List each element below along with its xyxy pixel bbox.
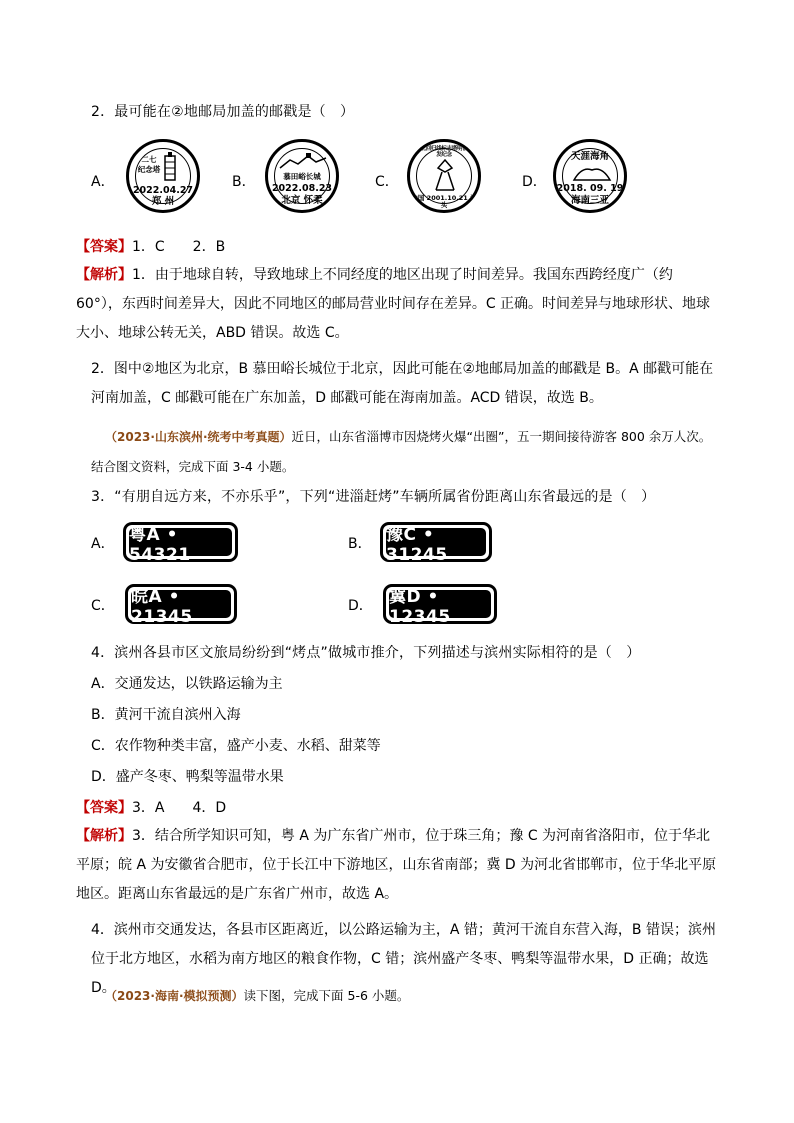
q2-option-c-label: C． <box>375 174 399 190</box>
plate-b <box>380 522 492 565</box>
q2-option-d-label: D． <box>522 174 547 190</box>
stamp-a-place: 郑 州 <box>151 196 175 207</box>
stamp-b-place: 北京 怀柔 <box>281 195 323 206</box>
answer-tag: 【答案】 <box>76 239 132 255</box>
q3-stem: 3．“有朋自远方来，不亦乐乎”，下列“进淄赶烤”车辆所属省份距离山东省最远的是（ ） <box>91 489 656 505</box>
source-tag: （2023·山东滨州·统考中考真题） <box>105 430 292 444</box>
explanation-tag: 【解析】 <box>76 828 132 844</box>
q3-option-c-label: C． <box>91 598 115 614</box>
landmark-tower-icon <box>430 158 460 192</box>
group-3-intro-text: 读下图，完成下面 5-6 小题。 <box>243 988 410 1003</box>
stamp-a-line2: 纪念塔 <box>137 165 161 174</box>
plate-b-text: 豫C • 31245 <box>386 528 486 556</box>
rock-icon <box>572 164 612 182</box>
explanation-1-text: 1．由于地球自转，导致地球上不同经度的地区出现了时间差异。我国东西跨经度广（约 60°），东西时间差异大，因此不同地区的邮局营业时间存在差异。C 正确。时间差异与地球形状、地球大小、地球公转无关，ABD 错误。故选 C。 <box>76 267 711 341</box>
plate-d-text: 冀D • 12345 <box>389 590 491 618</box>
stamp-zhengzhou <box>126 139 200 213</box>
q3-option-b-label: B． <box>348 536 372 552</box>
answer-2 <box>76 797 226 817</box>
plate-c <box>125 584 237 627</box>
answer-1 <box>76 236 225 256</box>
explanation-2-text: 3．结合所学知识可知，粤 A 为广东省广州市，位于珠三角；豫 C 为河南省洛阳市，位于华北平原；皖 A 为安徽省合肥市，位于长江中下游地区，山东省南部；冀 D 为河北省邯郸市，位于华北平原地区。距离山东省最远的是广东省广州市，故选 A。 <box>76 828 717 902</box>
stamp-d-line1: 天涯海角 <box>570 151 609 162</box>
q4-option-b: B．黄河干流自滨州入海 <box>91 707 241 723</box>
q3-option-d-label: D． <box>348 598 373 614</box>
answer-tag: 【答案】 <box>76 800 132 816</box>
stamp-shantou <box>407 139 481 213</box>
stamp-b-line1: 慕田峪长城 <box>283 172 321 181</box>
q3-option-a-label: A． <box>91 536 115 552</box>
q2-option-a-label: A． <box>91 174 115 190</box>
stamp-c-arc: 汕头北回归线标志塔明信片首发纪念 <box>410 146 478 158</box>
stamp-a-line1: 二七 <box>141 155 157 164</box>
stamp-beijing <box>265 139 339 213</box>
stamp-d-place: 海南三亚 <box>570 195 609 206</box>
plate-a-text: 粤A • 54321 <box>129 528 232 556</box>
explanation-2-p2: 4．滨州市交通发达，各县市区距离近，以公路运输为主，A 错；黄河干流自东营入海，B 错误；滨州位于北方地区，水稻为南方地区的粮食作物，C 错；滨州盛产冬枣、鸭梨等温带水果，D 正确；故选 D。 <box>91 922 716 996</box>
group-3-intro <box>105 986 409 1004</box>
source-tag: （2023·海南·模拟预测） <box>105 989 244 1003</box>
q2-option-b-label: B． <box>232 174 256 190</box>
answer-text: 1．C 2．B <box>132 239 226 255</box>
explanation-1-p2: 2．图中②地区为北京，B 慕田峪长城位于北京，因此可能在②地邮局加盖的邮戳是 B。A 邮戳可能在河南加盖，C 邮戳可能在广东加盖，D 邮戳可能在海南加盖。ACD 错误，故选 B。 <box>91 361 714 406</box>
stamp-sanya <box>553 139 627 213</box>
plate-d <box>383 584 497 627</box>
q4-option-c: C．农作物种类丰富，盛产小麦、水稻、甜菜等 <box>91 738 381 754</box>
plate-a <box>123 522 238 565</box>
q2-stem: 2．最可能在②地邮局加盖的邮戳是（ ） <box>91 104 355 120</box>
explanation-2-p1 <box>76 822 721 909</box>
q4-stem: 4．滨州各县市区文旅局纷纷到“烤点”做城市推介，下列描述与滨州实际相符的是（ ） <box>91 645 641 661</box>
q4-option-a: A．交通发达，以铁路运输为主 <box>91 676 283 692</box>
stamp-b-date: 2022.08.23 <box>271 183 333 194</box>
great-wall-icon <box>278 150 328 172</box>
stamp-c-date: 中国 2001.10.21 汕头 <box>411 194 477 209</box>
stamp-d-date: 2018. 09. 19 <box>556 183 624 194</box>
group-2-intro <box>91 422 721 481</box>
plate-c-text: 皖A • 21345 <box>131 590 231 618</box>
explanation-tag: 【解析】 <box>76 267 132 283</box>
group-2-intro-text: 近日，山东省淄博市因烧烤火爆“出圈”，五一期间接待游客 800 余万人次。结合图文资料，完成下面 3-4 小题。 <box>91 429 712 474</box>
stamp-a-date: 2022.04.27 <box>132 185 194 196</box>
explanation-1-p1 <box>76 261 721 348</box>
q4-option-d: D．盛产冬枣、鸭梨等温带水果 <box>91 769 284 785</box>
answer-text: 3．A 4．D <box>132 800 227 816</box>
